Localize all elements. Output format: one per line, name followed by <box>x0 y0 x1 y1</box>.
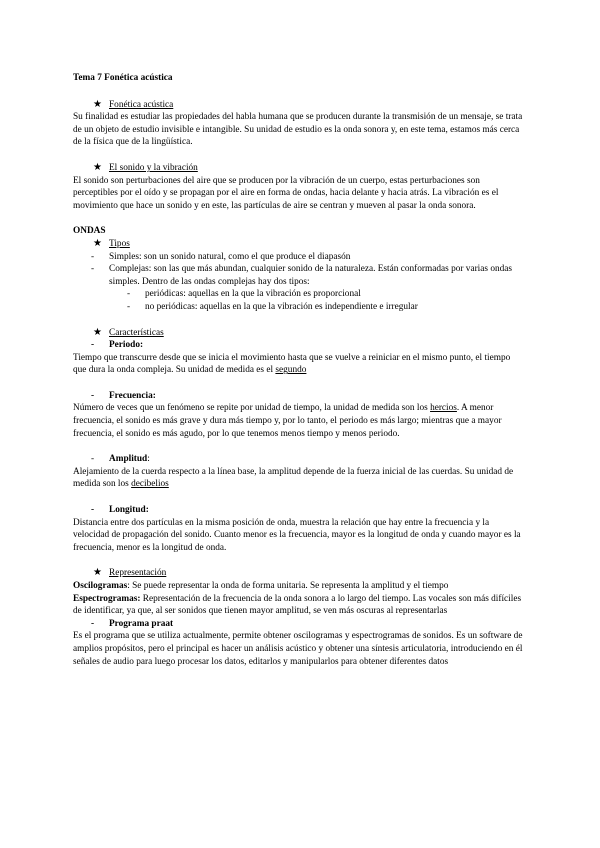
paragraph-frecuencia: Número de veces que un fenómeno se repite por unidad de tiempo, la unidad de medida son los hercios. A menor frecuencia, el sonido es más grave y dura más tiempo y, por lo tanto, el periodo es más largo; mientras que a mayor frecuencia, el sonido es más agudo, por lo que tenemos menos tiempo y menos periodo. <box>73 403 502 439</box>
dash-bullet-icon: - <box>91 390 95 401</box>
paragraph-amplitud: Alejamiento de la cuerda respecto a la línea base, la amplitud depende de la fuerza inicial de las cuerdas. Su unidad de medida son los decibelios <box>73 466 514 490</box>
section-heading-fonetica: ★ Fonética acústica <box>93 98 174 110</box>
paragraph-oscilogramas: Oscilogramas: Se puede representar la onda de forma unitaria. Se representa la amplitud y el tiempo <box>73 581 449 591</box>
paragraph-sonido: El sonido son perturbaciones del aire que se producen por la vibración de un cuerpo, estas perturbaciones son perceptibles por el oído y se propagan por el aire en forma de ondas, hacia delante y hacia atrás. La vibración es el movimiento que hace un sonido y en este, las partículas de aire se centran y mueven al pasar la onda sonora. <box>73 175 499 211</box>
dash-bullet-icon: - <box>91 251 95 262</box>
dash-bullet-icon: - <box>91 264 95 275</box>
section-heading-sonido: ★ El sonido y la vibración <box>93 161 198 173</box>
dash-bullet-icon: - <box>127 289 131 300</box>
section-heading-ondas: ONDAS <box>73 226 106 237</box>
list-item-periodicas: - periódicas: aquellas en la que la vibración es proporcional <box>127 289 361 300</box>
star-bullet-icon: ★ <box>93 98 102 110</box>
star-bullet-icon: ★ <box>93 567 102 579</box>
subsection-heading-tipos: ★ Tipos <box>93 237 130 249</box>
paragraph-praat: Es el programa que se utiliza actualmente, permite obtener oscilogramas y espectrogramas de sonidos. Es un software de amplios propósitos, pero el principal es hacer un análisis acústico y obtener una síntesis articulatoria, introduciendo en él señales de audio para luego procesar los datos, editarlos y manipularlos para obtener diferentes datos <box>73 631 523 667</box>
subsection-heading-representacion: ★ Representación <box>93 567 167 579</box>
dash-bullet-icon: - <box>91 340 95 351</box>
document-page <box>73 72 523 668</box>
star-bullet-icon: ★ <box>93 237 102 249</box>
subsection-heading-caracteristicas: ★ Características <box>93 326 164 338</box>
list-item-complejas: - Complejas: son las que más abundan, cualquier sonido de la naturaleza. Están conformadas por varias ondas simples. Dentro de las ondas complejas hay dos tipos: <box>91 264 513 287</box>
term-amplitud: - Amplitud: <box>91 454 150 465</box>
list-item-simples: - Simples: son un sonido natural, como el que produce el diapasón <box>91 251 351 262</box>
paragraph-periodo: Tiempo que transcurre desde que se inicia el movimiento hasta que se vuelve a reiniciar en el mismo punto, el tiempo que dura la onda compleja. Su unidad de medida es el segundo <box>73 352 511 376</box>
term-longitud: - Longitud: <box>91 505 149 516</box>
dash-bullet-icon: - <box>91 618 95 629</box>
paragraph-longitud: Distancia entre dos partículas en la misma posición de onda, muestra la relación que hay entre la frecuencia y la velocidad de propagación del sonido. Cuanto menor es la frecuencia, mayor es la longitud de onda y cuando mayor es la frecuencia, menor es la longitud de onda. <box>73 517 521 553</box>
dash-bullet-icon: - <box>91 454 95 465</box>
page-title: Tema 7 Fonética acústica <box>73 73 173 83</box>
star-bullet-icon: ★ <box>93 326 102 338</box>
term-programa-praat: - Programa praat <box>91 618 174 629</box>
paragraph-fonetica: Su finalidad es estudiar las propiedades del habla humana que se producen durante la transmisión de un mensaje, se trata de un objeto de estudio invisible e intangible. Su unidad de estudio es la onda sonora y, en este tema, estamos más cerca de la física que de la lingüística. <box>73 112 523 148</box>
dash-bullet-icon: - <box>127 301 131 312</box>
star-bullet-icon: ★ <box>93 161 102 173</box>
term-periodo: - Periodo: <box>91 340 144 351</box>
list-item-no-periodicas: - no periódicas: aquellas en la que la vibración es independiente e irregular <box>127 301 418 312</box>
term-frecuencia: - Frecuencia: <box>91 390 156 401</box>
dash-bullet-icon: - <box>91 505 95 516</box>
paragraph-espectrogramas: Espectrogramas: Representación de la frecuencia de la onda sonora a lo largo del tiempo. Las vocales son más difíciles de identificar, ya que, al ser sonidos que tienen mayor amplitud, se ven más oscuras al representarlas <box>73 593 522 617</box>
